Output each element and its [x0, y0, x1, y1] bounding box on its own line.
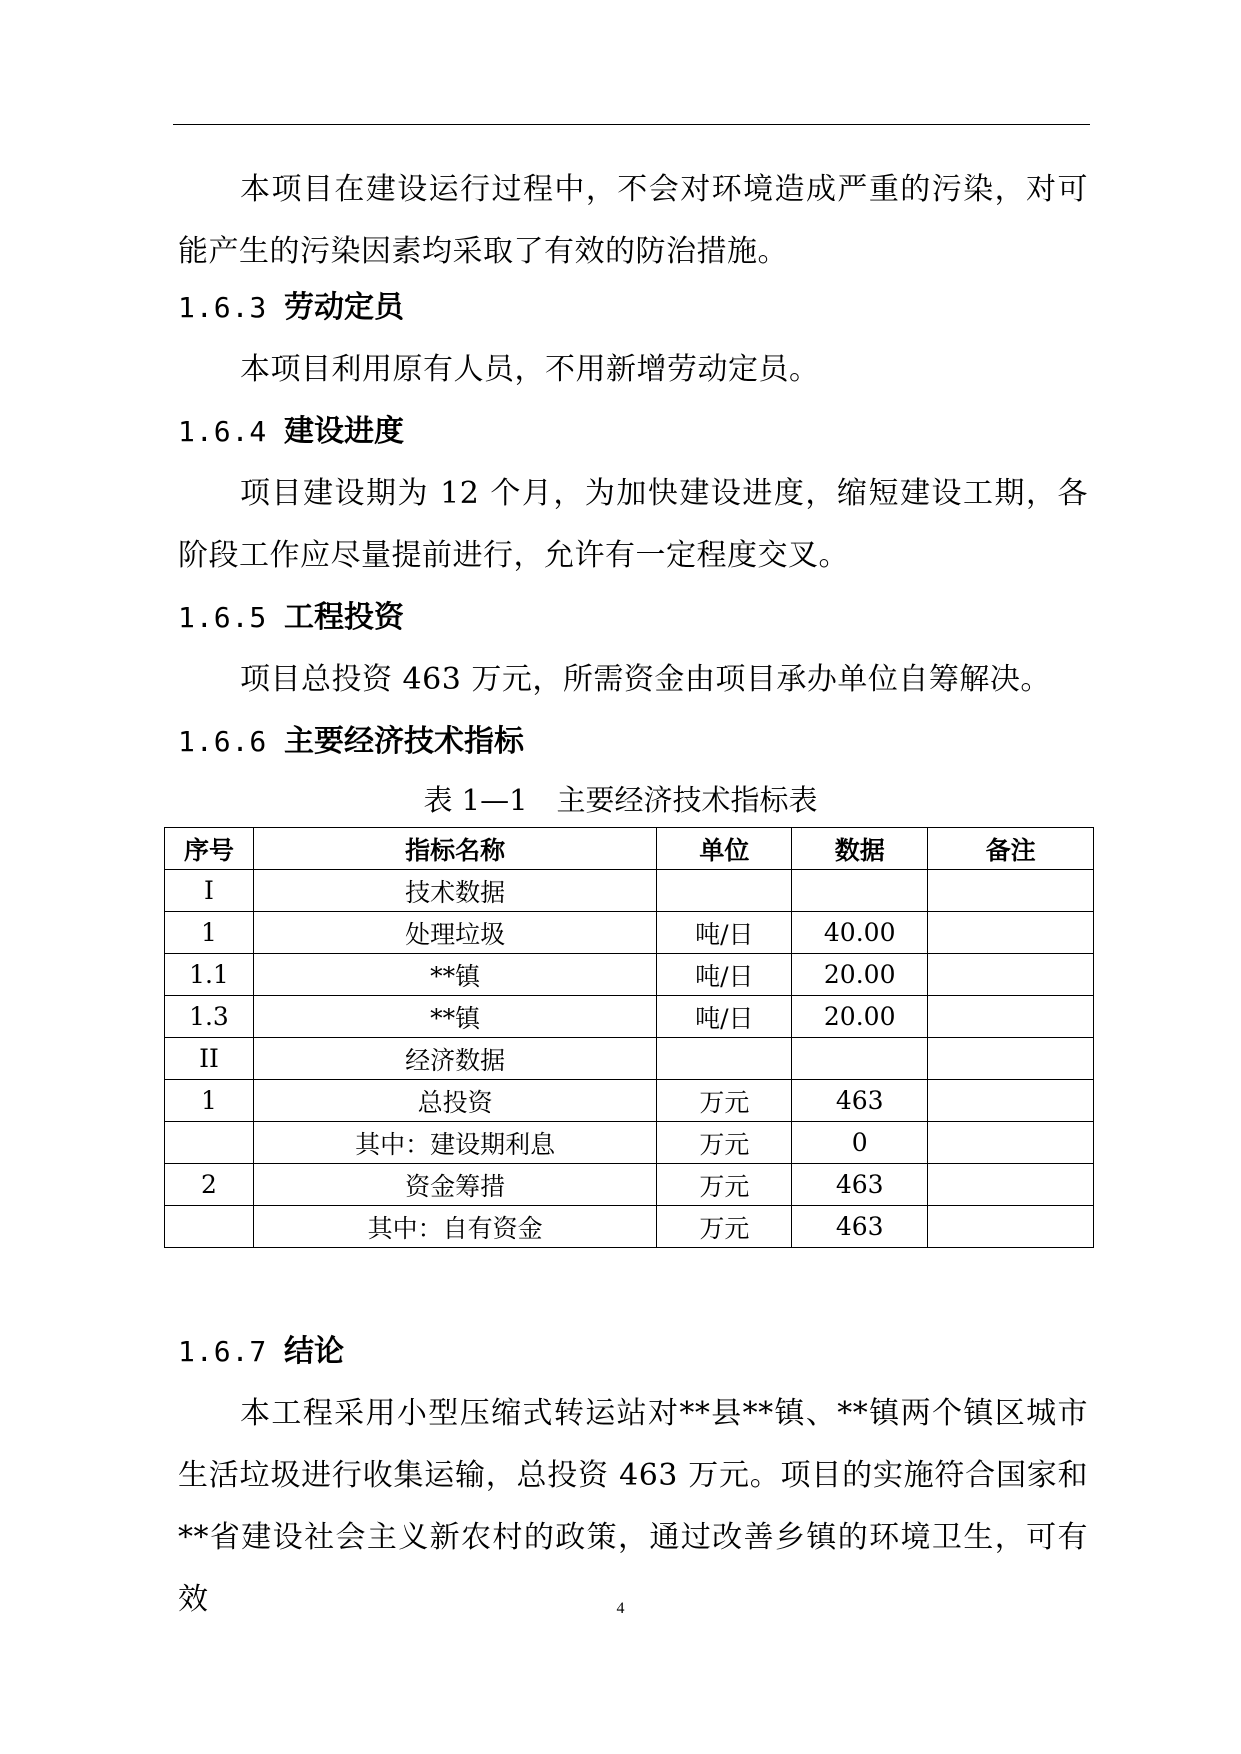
heading-1-6-4	[178, 401, 404, 463]
table-row	[165, 996, 1094, 1038]
cell-index: II	[165, 1038, 254, 1080]
cell-indicator: 其中：自有资金	[253, 1206, 656, 1248]
heading-title: 主要经济技术指标	[284, 724, 524, 759]
cell-unit: 吨/日	[657, 996, 792, 1038]
header-cell: 数据	[792, 828, 928, 870]
page-number: 4	[616, 1600, 625, 1617]
cell-value: 20.00	[792, 954, 928, 996]
cell-indicator: 其中：建设期利息	[253, 1122, 656, 1164]
cell-unit: 万元	[657, 1164, 792, 1206]
table-row	[165, 1164, 1094, 1206]
cell-remark	[928, 870, 1094, 912]
table-row	[165, 912, 1094, 954]
heading-title: 建设进度	[284, 414, 404, 449]
cell-indicator: 总投资	[253, 1080, 656, 1122]
cell-unit: 吨/日	[657, 954, 792, 996]
cell-index: 2	[165, 1164, 254, 1206]
paragraph-staffing: 本项目利用原有人员，不用新增劳动定员。	[240, 352, 820, 387]
header-cell: 指标名称	[253, 828, 656, 870]
header-cell: 备注	[928, 828, 1094, 870]
cell-indicator: 资金筹措	[253, 1164, 656, 1206]
cell-remark	[928, 1122, 1094, 1164]
cell-value: 463	[792, 1206, 928, 1248]
cell-unit: 万元	[657, 1122, 792, 1164]
paragraph-schedule: 项目建设期为 12 个月，为加快建设进度，缩短建设工期，各阶段工作应尽量提前进行，允许有一定程度交叉。	[178, 476, 1088, 573]
cell-unit: 万元	[657, 1080, 792, 1122]
cell-index: 1.1	[165, 954, 254, 996]
cell-remark	[928, 996, 1094, 1038]
cell-remark	[928, 1038, 1094, 1080]
cell-value: 463	[792, 1164, 928, 1206]
heading-number: 1.6.7	[178, 1335, 268, 1368]
cell-index: 1.3	[165, 996, 254, 1038]
cell-remark	[928, 1080, 1094, 1122]
cell-indicator: 经济数据	[253, 1038, 656, 1080]
table-row	[165, 1206, 1094, 1248]
cell-remark	[928, 1164, 1094, 1206]
cell-value: 0	[792, 1122, 928, 1164]
cell-unit: 万元	[657, 1206, 792, 1248]
cell-remark	[928, 1206, 1094, 1248]
cell-remark	[928, 912, 1094, 954]
heading-1-6-3	[178, 277, 404, 339]
cell-value: 40.00	[792, 912, 928, 954]
heading-title: 劳动定员	[284, 290, 404, 325]
paragraph-environment: 本项目在建设运行过程中，不会对环境造成严重的污染，对可能产生的污染因素均采取了有效的防治措施。	[178, 172, 1088, 269]
cell-indicator: 处理垃圾	[253, 912, 656, 954]
header-cell: 序号	[165, 828, 254, 870]
cell-unit	[657, 1038, 792, 1080]
heading-title: 工程投资	[284, 600, 404, 635]
header-rule	[173, 124, 1090, 125]
cell-value: 463	[792, 1080, 928, 1122]
heading-number: 1.6.5	[178, 601, 268, 634]
heading-title: 结论	[284, 1334, 344, 1369]
heading-1-6-5	[178, 587, 404, 649]
cell-indicator: **镇	[253, 954, 656, 996]
cell-index	[165, 1206, 254, 1248]
table-row	[165, 1122, 1094, 1164]
heading-number: 1.6.4	[178, 415, 268, 448]
cell-value	[792, 870, 928, 912]
cell-value: 20.00	[792, 996, 928, 1038]
paragraph-conclusion: 本工程采用小型压缩式转运站对**县**镇、**镇两个镇区城市生活垃圾进行收集运输，总投资 463 万元。项目的实施符合国家和**省建设社会主义新农村的政策，通过改善乡镇的环境卫生，可有效	[178, 1396, 1088, 1617]
cell-unit	[657, 870, 792, 912]
cell-value	[792, 1038, 928, 1080]
table-header-row	[165, 828, 1094, 870]
cell-indicator: 技术数据	[253, 870, 656, 912]
table-caption: 表 1—1 主要经济技术指标表	[423, 783, 818, 817]
paragraph-investment: 项目总投资 463 万元，所需资金由项目承办单位自筹解决。	[240, 662, 1051, 697]
cell-unit: 吨/日	[657, 912, 792, 954]
table-row	[165, 870, 1094, 912]
table-row	[165, 1080, 1094, 1122]
heading-1-6-7	[178, 1321, 344, 1383]
table-row	[165, 954, 1094, 996]
heading-1-6-6	[178, 711, 524, 773]
header-cell: 单位	[657, 828, 792, 870]
cell-index: I	[165, 870, 254, 912]
table-row	[165, 1038, 1094, 1080]
cell-index: 1	[165, 1080, 254, 1122]
cell-index	[165, 1122, 254, 1164]
heading-number: 1.6.6	[178, 725, 268, 758]
heading-number: 1.6.3	[178, 291, 268, 324]
cell-index: 1	[165, 912, 254, 954]
cell-remark	[928, 954, 1094, 996]
cell-indicator: **镇	[253, 996, 656, 1038]
indicators-table	[164, 827, 1094, 1248]
